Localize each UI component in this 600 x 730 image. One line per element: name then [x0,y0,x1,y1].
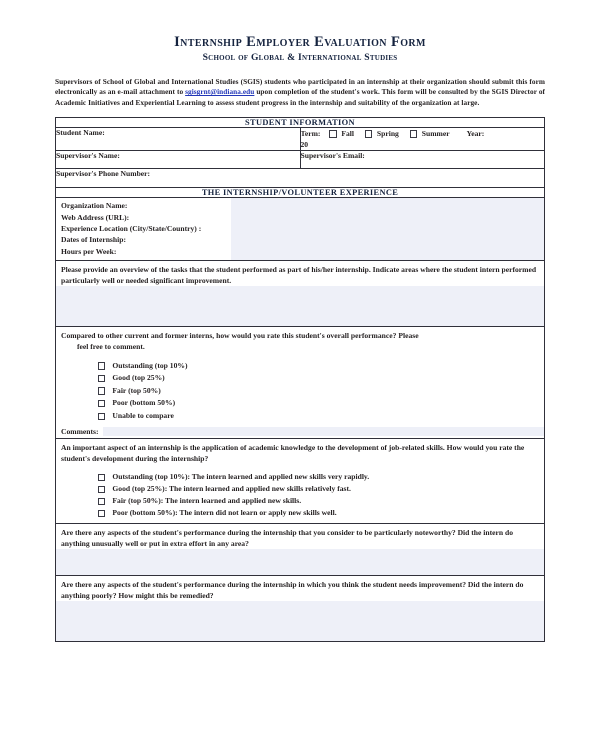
noteworthy-prompt-line2: noteworthy? Did the intern do anything unusually well or put in extra effort in any area? [61,527,514,548]
noteworthy-row [56,523,545,575]
checkbox-icon[interactable] [410,130,417,137]
skills-option-fair[interactable] [56,495,544,507]
overview-answer-area[interactable] [56,286,544,326]
internship-fields-list [56,198,544,260]
field-experience-location: Experience Location (City/State/Country) : [61,223,202,233]
skills-option-good[interactable] [56,483,544,495]
student-name-cell[interactable] [56,128,301,151]
overview-prompt [56,261,544,286]
field-dates-of-internship: Dates of Internship: [61,235,126,245]
intro-text-after-link: upon completion of the student's work. This form will be consulted by the SGIS Director of Academic Initiatives and Experiential Learning to assess student progress in the internship and suitability of the organization at large. [55,87,545,107]
page-title: Internship Employer Evaluation Form [174,34,426,50]
intro-paragraph [55,77,545,108]
improvement-prompt-line1: Are there any aspects of the student's performance during the internship in which you think the student needs [61,579,418,589]
skills-development-options [56,464,544,522]
skills-option-fair-label: Fair (top 50%): The intern learned and applied new skills. [112,496,302,506]
skills-development-prompt-line1: An important aspect of an internship is the application of academic knowledge to the development of job-related [61,443,425,453]
student-information-band: STUDENT INFORMATION [56,118,545,128]
field-organization-name: Organization Name: [61,201,128,211]
skills-option-outstanding[interactable] [56,471,544,483]
noteworthy-prompt [56,524,544,549]
overview-prompt-row [56,261,545,327]
option-good[interactable] [56,372,544,385]
checkbox-icon[interactable] [98,375,105,382]
option-good-label: Good (top 25%) [112,373,165,383]
checkbox-icon[interactable] [98,400,105,407]
checkbox-icon[interactable] [98,474,105,481]
overall-performance-comments [56,426,544,438]
supervisor-name-cell[interactable] [56,151,301,169]
noteworthy-answer-area[interactable] [56,549,544,575]
noteworthy-prompt-line1: Are there any aspects of the student's performance during the internship that you consider to be particularly [61,527,413,537]
supervisor-phone-label: Supervisor's Phone Number: [56,169,151,179]
checkbox-icon[interactable] [98,510,105,517]
overview-prompt-line2: where the student intern performed particularly well or needed significant improvement. [61,265,537,286]
overall-performance-cell [56,327,545,439]
overview-cell [56,261,545,327]
skills-development-cell [56,439,545,523]
supervisor-email-cell[interactable] [300,151,545,169]
improvement-cell [56,575,545,641]
student-name-term-row [56,128,545,151]
option-unable-to-compare-label: Unable to compare [112,411,174,421]
overall-performance-row [56,327,545,439]
field-hours-per-week: Hours per Week: [61,246,117,256]
improvement-row [56,575,545,641]
term-option-summer-label: Summer [421,129,450,139]
skills-development-row [56,439,545,523]
intro-text-before-link: Supervisors of School of Global and International Studies (SGIS) students who participated in an internship at their organization should submit this form electronically as an e-mail attachment to [55,77,545,97]
supervisor-phone-cell[interactable] [56,169,545,187]
checkbox-icon[interactable] [98,498,105,505]
improvement-answer-area[interactable] [56,601,544,641]
field-web-address: Web Address (URL): [61,212,130,222]
term-option-fall-label: Fall [341,129,355,139]
checkbox-icon[interactable] [98,486,105,493]
option-outstanding-label: Outstanding (top 10%) [112,360,188,370]
term-option-summer[interactable] [410,128,450,139]
overall-performance-prompt-line1: Compared to other current and former interns, how would you rate this student's overall performance? Please [61,331,419,341]
term-option-fall[interactable] [329,128,354,139]
overall-performance-prompt [56,327,544,352]
checkbox-icon[interactable] [365,130,372,137]
term-cell [300,128,545,151]
skills-option-good-label: Good (top 25%): The intern learned and applied new skills relatively fast. [112,484,351,494]
overview-prompt-line1: Please provide an overview of the tasks that the student performed as part of his/her internship. Indicate areas [61,265,419,275]
submission-email-link[interactable]: sgisgrnt@indiana.edu [185,87,255,97]
skills-development-prompt-line2: skills. How would you rate the student's development during the internship? [61,443,525,464]
overall-performance-prompt-line2: feel free to comment. [77,342,145,352]
internship-experience-band-row [56,187,545,197]
skills-option-poor[interactable] [56,507,544,519]
page-subtitle: School of Global & International Studies [202,52,398,64]
improvement-prompt [56,576,544,601]
supervisor-phone-row [56,169,545,187]
internship-fields-row [56,197,545,260]
skills-option-outstanding-label: Outstanding (top 10%): The intern learned and applied new skills very rapidly. [112,472,370,482]
year-prefix[interactable]: 20 [300,140,309,150]
supervisor-name-label: Supervisor's Name: [56,151,120,161]
supervisor-email-label: Supervisor's Email: [300,151,365,161]
checkbox-icon[interactable] [98,387,105,394]
term-option-spring-label: Spring [376,129,399,139]
skills-option-poor-label: Poor (bottom 50%): The intern did not learn or apply new skills well. [112,507,337,517]
term-label: Term: [300,129,321,139]
option-poor-label: Poor (bottom 50%) [112,398,176,408]
title-block [55,34,545,63]
comments-label: Comments: [61,427,99,437]
term-option-spring[interactable] [365,128,399,139]
skills-development-prompt [56,439,544,464]
overall-performance-options [56,352,544,426]
checkbox-icon[interactable] [98,362,105,369]
supervisor-name-email-row [56,151,545,169]
evaluation-form-table [55,117,545,642]
internship-fields-cell [56,197,545,260]
option-outstanding[interactable] [56,359,544,372]
year-label: Year: [466,129,485,139]
comments-input-area[interactable] [103,427,544,436]
option-fair-label: Fair (top 50%) [112,385,161,395]
student-name-label: Student Name: [56,128,105,138]
internship-experience-band: THE INTERNSHIP/VOLUNTEER EXPERIENCE [56,187,545,197]
noteworthy-cell [56,523,545,575]
student-information-band-row [56,118,545,128]
improvement-prompt-line2: improvement? Did the intern do anything poorly? How might this be remedied? [61,579,524,600]
option-unable-to-compare[interactable] [56,410,544,423]
checkbox-icon[interactable] [329,130,336,137]
option-fair[interactable] [56,384,544,397]
option-poor[interactable] [56,397,544,410]
checkbox-icon[interactable] [98,413,105,420]
